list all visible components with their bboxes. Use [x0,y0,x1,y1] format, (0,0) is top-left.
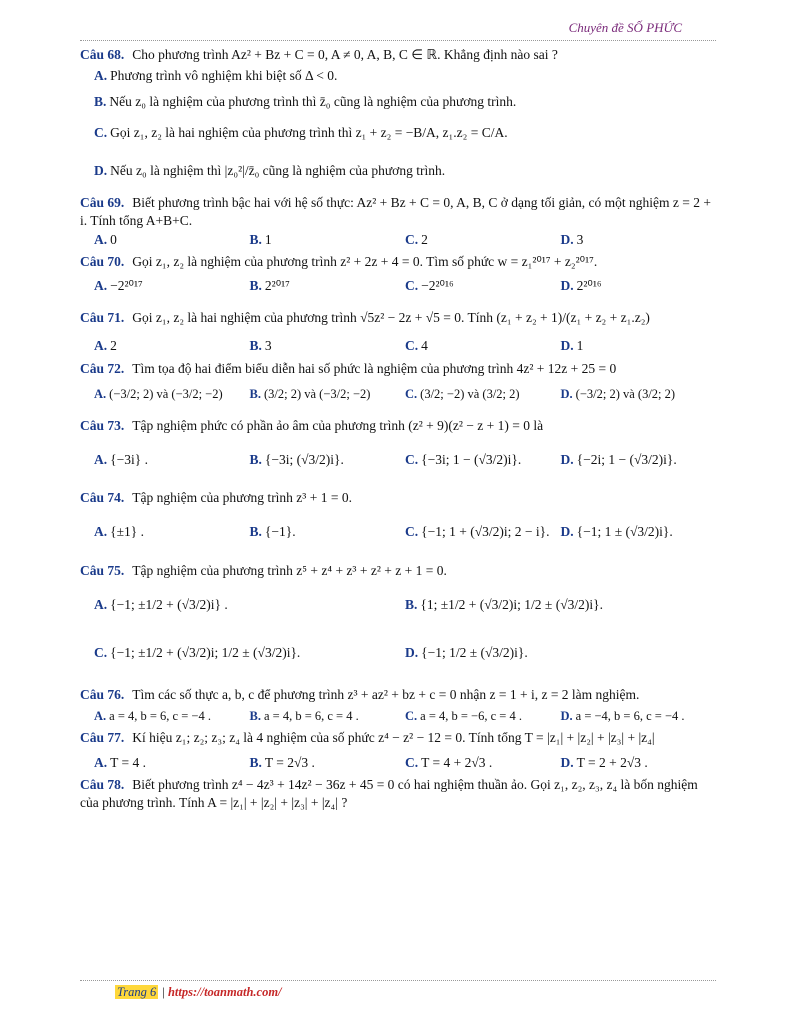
question-label: Câu 69. [80,195,125,211]
option-c [405,523,561,541]
option-text: a = 4, b = 6, c = −4 . [109,709,211,724]
option-label: B. [249,386,261,401]
option-label: B. [249,338,262,354]
option-label: A. [94,68,108,84]
option-a [94,451,250,469]
option-label: A. [94,386,107,401]
option-label: C. [405,524,419,540]
page-number: Trang 6 [117,985,157,999]
option-text: {−1; 1/2 ± (√3/2)i}. [421,645,528,661]
option-text: Phương trình vô nghiệm khi biệt số Δ < 0. [110,68,338,84]
option-d [561,754,717,772]
option-label: C. [405,231,419,247]
question-label: Câu 74. [80,490,125,506]
question-text: Tập nghiệm của phương trình z⁵ + z⁴ + z³ + z² + z + 1 = 0. [132,562,447,578]
question-70 [80,253,716,295]
option-text: −2²⁰¹⁷ [110,277,143,293]
option-c [405,337,561,355]
option-label: C. [405,451,419,467]
question-text: Tìm các số thực a, b, c để phương trình z³ + az² + bz + c = 0 nhận z = 1 + i, z = 2 làm nghiệm. [132,687,640,703]
question-text: Tập nghiệm phức có phần ảo âm của phương trình (z² + 9)(z² − z + 1) = 0 là [132,417,544,433]
option-text: T = 4 . [110,754,146,770]
option-b [250,523,406,541]
option-b [250,277,406,295]
footer-divider [80,980,716,981]
footer-separator: | [161,985,165,999]
option-b [250,708,406,725]
option-text: a = 4, b = −6, c = 4 . [420,709,522,724]
option-a [94,523,250,541]
option-d [561,523,717,541]
option-b [250,451,406,469]
question-label: Câu 70. [80,253,125,269]
option-a [94,596,405,614]
question-text: Cho phương trình Az² + Bz + C = 0, A ≠ 0, A, B, C ∈ ℝ. Khẳng định nào sai ? [132,47,558,62]
option-label: D. [560,386,573,401]
document-header: Chuyên đề SỐ PHỨC [568,20,682,35]
option-label: D. [560,524,574,540]
option-label: A. [94,596,108,612]
option-b [250,337,406,355]
option-c [405,386,561,403]
option-label: A. [94,277,108,293]
option-c [405,231,561,249]
option-label: A. [94,754,108,770]
option-text: (3/2; −2) và (3/2; 2) [420,386,520,401]
question-text: Tìm tọa độ hai điểm biểu diễn hai số phức là nghiệm của phương trình 4z² + 12z + 25 = 0 [132,360,617,376]
option-text: (3/2; 2) và (−3/2; −2) [263,386,371,401]
question-78 [80,776,716,812]
option-label: A. [94,451,108,467]
option-d [561,231,717,249]
option-text: 2 [421,231,428,247]
question-label: Câu 73. [80,417,125,433]
option-a [94,337,250,355]
option-text: 1 [576,338,584,354]
option-c [94,644,405,662]
option-a [94,708,250,725]
option-label: D. [560,754,574,770]
question-text: Biết phương trình z⁴ − 4z³ + 14z² − 36z + 45 = 0 có hai nghiệm thuần ảo. Gọi z₁, z₂, z₃, z₄ là bốn nghiệm của phương trình. Tính A = |z₁| + |z₂| + |z₃| + |z₄| ? [80,776,698,810]
option-label: C. [405,386,418,401]
option-label: B. [249,524,262,540]
option-b [405,596,716,614]
option-text: {−1; ±1/2 + (√3/2)i} . [110,596,228,612]
option-c [405,277,561,295]
option-a [94,277,250,295]
question-text: Kí hiệu z₁; z₂; z₃; z₄ là 4 nghiệm của số phức z⁴ − z² − 12 = 0. Tính tổng T = |z₁| + |z₂| + |z₃| + |z₄| [132,730,655,746]
option-text: {−3i} . [110,451,148,467]
question-label: Câu 71. [80,310,125,326]
option-b [250,231,406,249]
option-text: {1; ±1/2 + (√3/2)i; 1/2 ± (√3/2)i}. [420,596,603,612]
option-b [250,386,406,403]
option-text: 0 [110,231,117,247]
option-text: 3 [264,338,272,354]
question-text: Gọi z₁, z₂ là hai nghiệm của phương trình √5z² − 2z + √5 = 0. Tính (z₁ + z₂ + 1)/(z₁ + z₂ + z₁.z₂) [132,310,650,326]
option-label: A. [94,231,108,247]
option-text: 4 [421,338,428,354]
option-label: D. [94,162,108,178]
option-text: Nếu z₀ là nghiệm thì |z₀²|/z̄₀ cũng là nghiệm của phương trình. [110,162,446,178]
option-text: T = 2√3 . [264,754,315,770]
option-text: {−1}. [264,524,296,540]
option-d [561,337,717,355]
option-a [94,386,250,403]
option-text: (−3/2; 2) và (−3/2; −2) [109,386,223,401]
question-label: Câu 77. [80,730,125,746]
option-a [94,754,250,772]
option-text: 2²⁰¹⁶ [576,277,602,293]
option-label: C. [405,709,418,724]
option-label: D. [560,338,574,354]
option-text: a = −4, b = 6, c = −4 . [575,709,685,724]
option-c [405,451,561,469]
option-label: A. [94,338,108,354]
question-label: Câu 76. [80,687,125,703]
option-text: {−2i; 1 − (√3/2)i}. [576,451,677,467]
question-77 [80,729,716,771]
option-label: C. [405,277,419,293]
option-d [561,451,717,469]
option-text: {−3i; (√3/2)i}. [264,451,344,467]
option-text: (−3/2; 2) và (3/2; 2) [575,386,676,401]
option-a [94,231,250,249]
option-d [561,277,717,295]
option-d [561,386,717,403]
question-74 [80,489,716,541]
question-73 [80,417,716,469]
option-label: B. [405,596,418,612]
option-d [561,708,717,725]
question-label: Câu 75. [80,562,125,578]
option-text: a = 4, b = 6, c = 4 . [263,709,359,724]
question-71 [80,309,716,355]
option-label: B. [249,754,262,770]
option-label: C. [405,338,419,354]
question-list [80,46,716,812]
question-72 [80,360,716,403]
option-text: 2²⁰¹⁷ [264,277,290,293]
option-text: {−3i; 1 − (√3/2)i}. [421,451,522,467]
header-divider [80,40,716,41]
question-text: Tập nghiệm của phương trình z³ + 1 = 0. [132,490,352,506]
site-link[interactable]: https://toanmath.com/ [167,985,282,999]
question-75 [80,562,716,663]
option-label: B. [249,231,262,247]
question-label: Câu 78. [80,776,125,792]
question-text: Biết phương trình bậc hai với hệ số thực: Az² + Bz + C = 0, A, B, C ở dạng tối giản, có một nghiệm z = 2 + i. Tính tổng A+B+C. [80,195,711,229]
question-label: Câu 72. [80,360,125,376]
option-label: D. [560,451,574,467]
question-69 [80,194,716,249]
question-76 [80,686,716,725]
option-label: D. [405,645,419,661]
option-label: D. [560,231,574,247]
option-d [405,644,716,662]
option-c [405,708,561,725]
option-text: {−1; 1 ± (√3/2)i}. [576,524,673,540]
option-label: B. [249,277,262,293]
page-footer [115,985,282,1000]
option-text: T = 4 + 2√3 . [421,754,493,770]
option-label: B. [94,94,107,110]
option-label: C. [405,754,419,770]
option-label: A. [94,709,107,724]
option-label: D. [560,709,573,724]
option-label: B. [249,709,261,724]
option-c [405,754,561,772]
option-text: T = 2 + 2√3 . [576,754,648,770]
option-label: B. [249,451,262,467]
option-b [250,754,406,772]
question-text: Gọi z₁, z₂ là nghiệm của phương trình z² + 2z + 4 = 0. Tìm số phức w = z₁²⁰¹⁷ + z₂²⁰¹⁷. [132,253,598,269]
option-text: −2²⁰¹⁶ [421,277,454,293]
option-text: {±1} . [110,524,144,540]
option-text: 1 [264,231,272,247]
option-text: {−1; 1 + (√3/2)i; 2 − i}. [421,524,550,540]
option-label: C. [94,124,108,140]
option-label: A. [94,524,108,540]
option-text: 2 [110,338,117,354]
option-text: {−1; ±1/2 + (√3/2)i; 1/2 ± (√3/2)i}. [110,645,301,661]
question-label: Câu 68. [80,47,125,62]
option-text: Gọi z₁, z₂ là hai nghiệm của phương trình thì z₁ + z₂ = −B/A, z₁.z₂ = C/A. [110,124,508,140]
option-label: C. [94,645,108,661]
option-text: Nếu z₀ là nghiệm của phương trình thì z̄₀ cũng là nghiệm của phương trình. [109,94,517,110]
option-text: 3 [576,231,584,247]
question-68 [80,46,716,180]
option-label: D. [560,277,574,293]
